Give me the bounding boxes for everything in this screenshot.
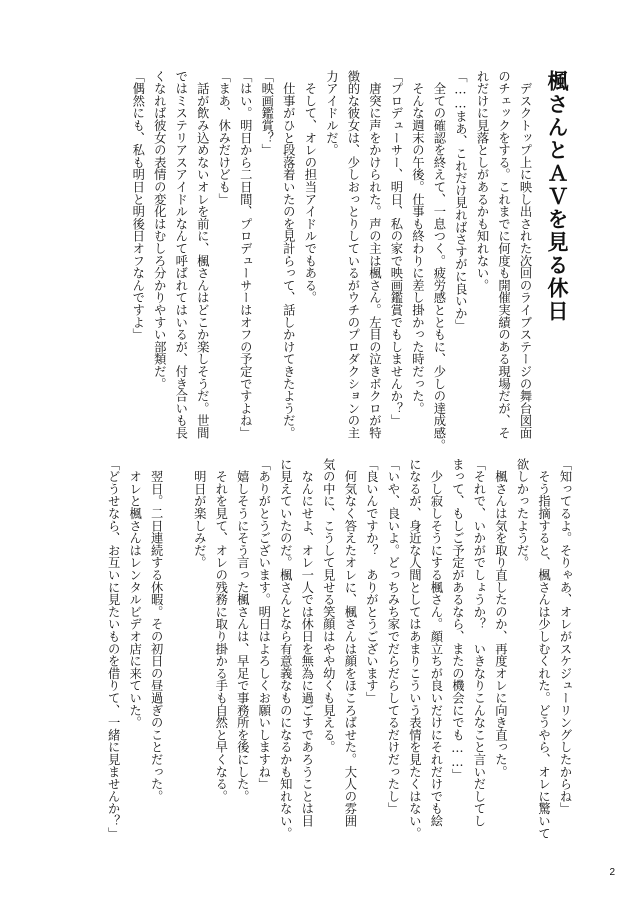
text-line: 何気なく答えたオレに、楓さんは顔をほころばせた。大人の雰囲 (342, 458, 357, 827)
text-line: のチェックをする。これまでに何度も開催実績のある現場だが、そ (496, 70, 511, 439)
text-line: 「どうせなら、お互いに見たいものを借りて、一緒に見ませんか？」 (106, 458, 121, 840)
blank-line (166, 458, 188, 818)
text-line: そんな週末の午後。仕事も終わりに差し掛かった時だった。 (410, 70, 425, 415)
page-number: 2 (609, 867, 615, 878)
text-block-bottom (102, 458, 575, 840)
text-line: 「いや、良いよ。どっちみち家でだらだらしてるだけだったし」 (385, 458, 400, 815)
text-line: 「偶然にも、私も明日と明後日オフなんですよ」 (130, 70, 145, 341)
text-line: 徴的な彼女は、少しおっとりしているがウチのプロダクションの主 (345, 70, 360, 439)
text-line: それを見て、オレの残務に取り掛かる手も自然と早くなる。 (213, 458, 228, 803)
story-title: 楓さんとＡＶを見る休日 (545, 70, 570, 323)
text-line: 話が飲み込めないオレを前に、楓さんはどこか楽しそうだ。世間 (195, 70, 210, 439)
text-line: れだけに見落としがあるかも知れない。 (474, 70, 489, 292)
text-line: 「知ってるよ。そりゃあ、オレがスケジューリングしたからね」 (558, 458, 572, 815)
text-line: 「プロデューサー、明日、私の家で映画鑑賞でもしませんか？」 (388, 70, 403, 427)
text-line: くなれば彼女の表情の変化はむしろ分かりやすい部類だ。 (152, 70, 167, 390)
text-line: そして、オレの担当アイドルでもある。 (302, 70, 317, 304)
text-line: まって、もしご予定があるなら、またの機会にでも……」 (450, 458, 465, 782)
text-line: になるが、身近な人間としてはあまりこういう表情を見たくはない。 (407, 458, 422, 840)
text-line: 楓さんは気を取り直したのか、再度オレに向き直った。 (493, 458, 508, 778)
text-line: 「ありがとうございます。明日はよろしくお願いしますね」 (256, 458, 271, 791)
text-line: 「はい。明日から二日間、プロデューサーはオフの予定ですよね」 (238, 70, 253, 439)
text-line: 「それで、いかがでしょうか？ いきなりこんなこと言いだしてし (471, 458, 486, 827)
text-line: 翌日。二日連続する休暇。その初日の昼過ぎのことだった。 (149, 458, 164, 803)
text-line: 「……まあ、これだけ見ればさすがに良いか」 (453, 70, 468, 332)
text-line: 「良いんですか？ ありがとうございます」 (364, 458, 379, 704)
text-line: なんにせよ、オレ一人では休日を無為に過ごすであろうことは目 (299, 458, 314, 827)
text-line: 力アイドルだ。 (324, 70, 339, 157)
text-line: 仕事がひと段落着いたのを見計らって、話しかけてきたようだ。 (281, 70, 296, 439)
text-line: 気の中に、こうして見せる笑顔はやや幼くも見える。 (321, 458, 336, 754)
text-line: 全ての確認を終えて、一息つく。疲労感とともに、少しの達成感。 (431, 70, 446, 452)
text-line: そう指摘すると、楓さんは少しむくれた。どうやら、オレに驚いて (536, 458, 551, 840)
text-line: 唐突に声をかけられた。声の主は楓さん。左目の泣きボクロが特 (367, 70, 382, 439)
text-line: 明日が楽しみだ。 (192, 458, 207, 569)
text-line: ではミステリアスアイドルなんて呼ばれてはいるが、付き合いも長 (173, 70, 188, 439)
text-line: に見えていたのだ。楓さんとなら有意義なものになるかも知れない。 (278, 458, 293, 840)
text-line: 「まあ、休みだけども」 (216, 70, 231, 206)
text-line: 欲しかったようだ。 (514, 458, 529, 569)
text-line: 少し寂しそうにする楓さん。顔立ちが良いだけにそれだけでも絵 (428, 458, 443, 827)
text-line: オレと楓さんはレンタルビデオ店に来ていた。 (127, 458, 142, 729)
text-line: 嬉しそうにそう言った楓さんは、早足で事務所を後にした。 (235, 458, 250, 803)
text-line: デスクトップ上に映し出された次回のライブステージの舞台図面 (518, 70, 532, 439)
text-block-top (126, 70, 535, 452)
text-line: 「映画鑑賞？」 (259, 70, 274, 157)
